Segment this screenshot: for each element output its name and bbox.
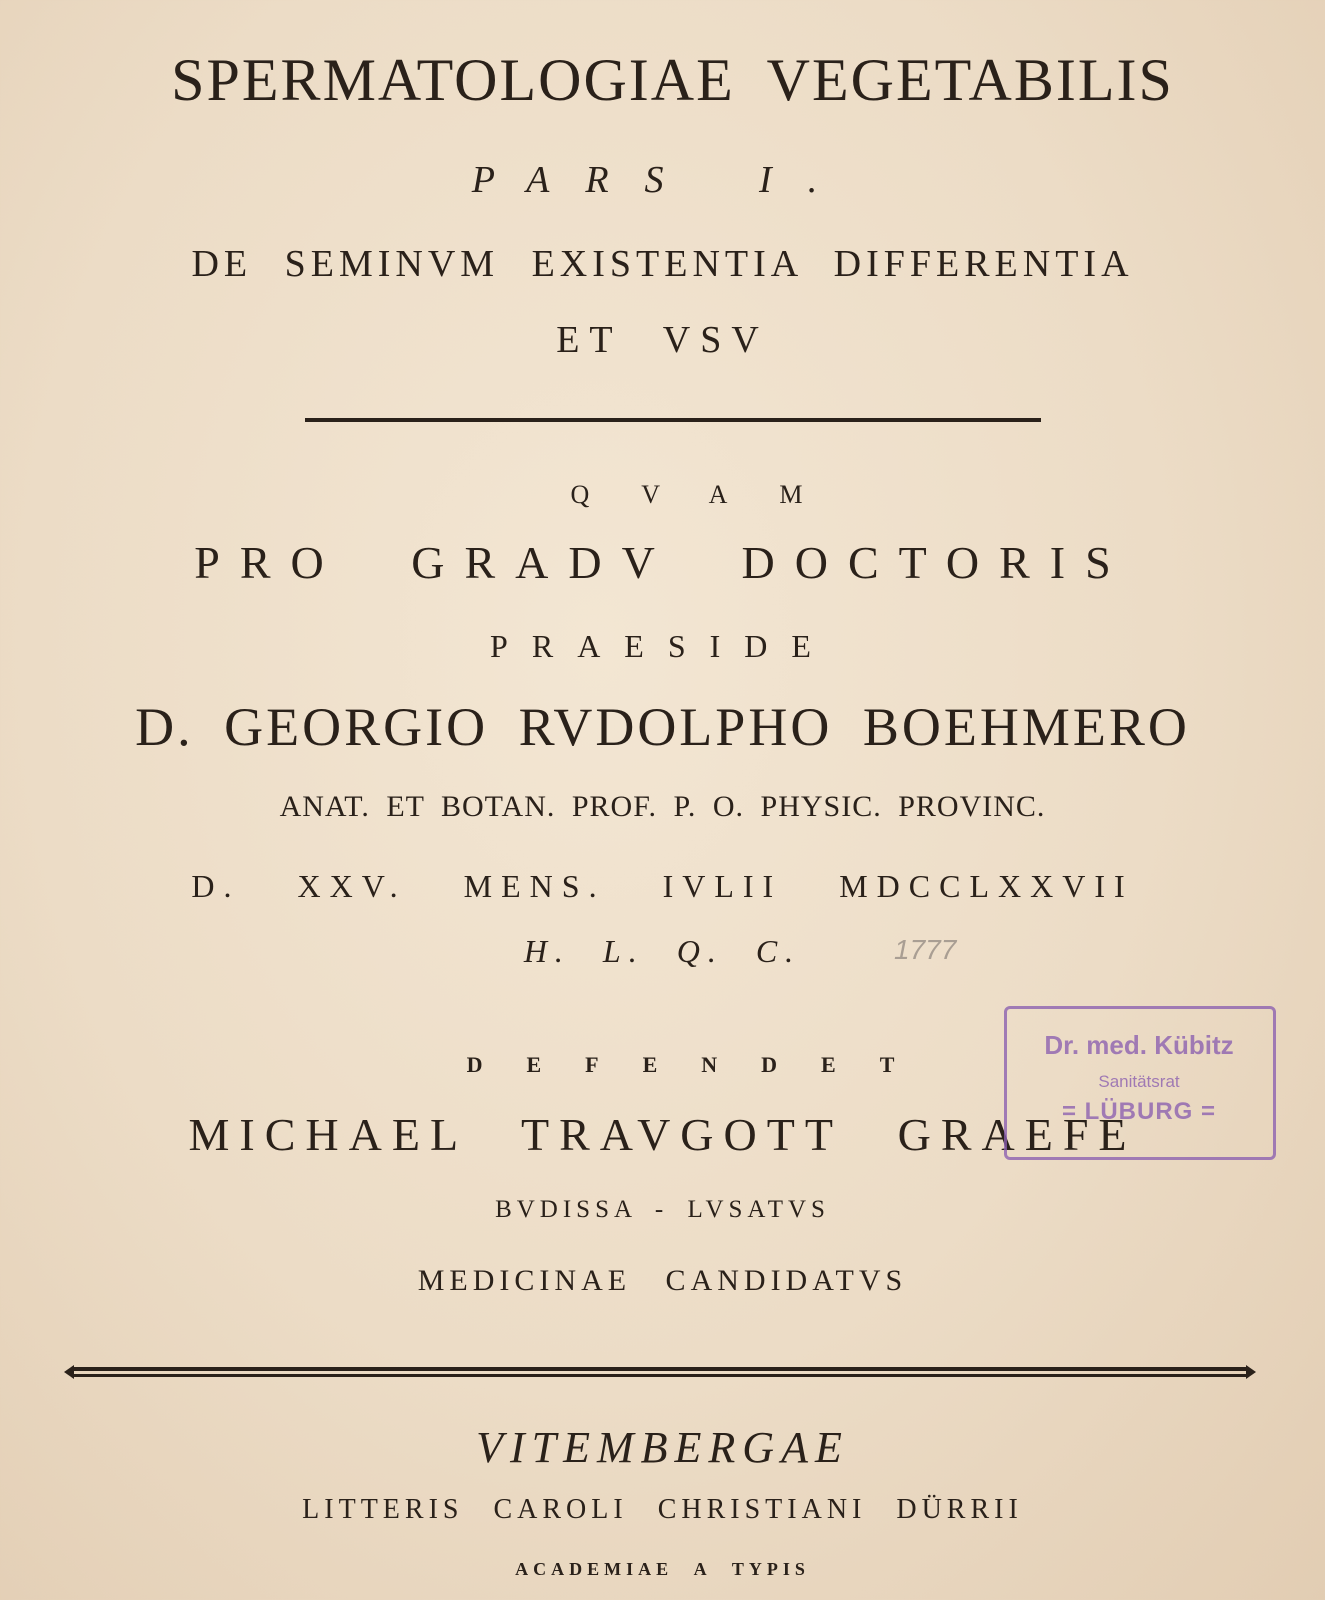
defender-origin: BVDISSA - LVSATVS	[495, 1196, 830, 1223]
hlqc-line: H. L. Q. C.	[523, 933, 802, 969]
president-name: D. GEORGIO RVDOLPHO BOEHMERO	[135, 697, 1190, 757]
book-title: SPERMATOLOGIAE VEGETABILIS	[171, 47, 1174, 113]
stamp-town: = LÜBURG =	[1061, 1098, 1217, 1125]
defender-status: MEDICINAE CANDIDATVS	[417, 1264, 908, 1297]
divider-rule	[305, 418, 1041, 422]
defender-name: MICHAEL TRAVGOTT GRAEFE	[188, 1109, 1137, 1160]
printer-line-2: ACADEMIAE A TYPIS	[515, 1559, 810, 1579]
defense-date: D. XXV. MENS. IVLII MDCCLXXVII	[191, 868, 1134, 904]
quam-line: QVAM	[570, 480, 855, 509]
printer-line: LITTERIS CAROLI CHRISTIANI DÜRRII	[302, 1494, 1023, 1525]
stamp-title: Sanitätsrat	[1098, 1072, 1180, 1091]
place-of-printing: VITEMBERGAE	[476, 1423, 849, 1472]
ownership-stamp	[996, 1000, 1282, 1160]
degree-line: PRO GRADV DOCTORIS	[194, 537, 1131, 588]
defendet-line: DEFENDET	[466, 1052, 939, 1077]
praeside-line: PRAESIDE	[490, 628, 835, 664]
part-number: PARS I.	[471, 159, 854, 201]
subtitle-line-1: DE SEMINVM EXISTENTIA DIFFERENTIA	[191, 243, 1134, 285]
stamp-name: Dr. med. Kübitz	[1044, 1030, 1234, 1060]
ornamental-rule	[60, 1362, 1260, 1382]
president-titles: ANAT. ET BOTAN. PROF. P. O. PHYSIC. PROVINC.	[279, 790, 1046, 823]
pencil-annotation: 1777	[894, 934, 957, 965]
subtitle-line-2: ET VSV	[556, 319, 769, 361]
